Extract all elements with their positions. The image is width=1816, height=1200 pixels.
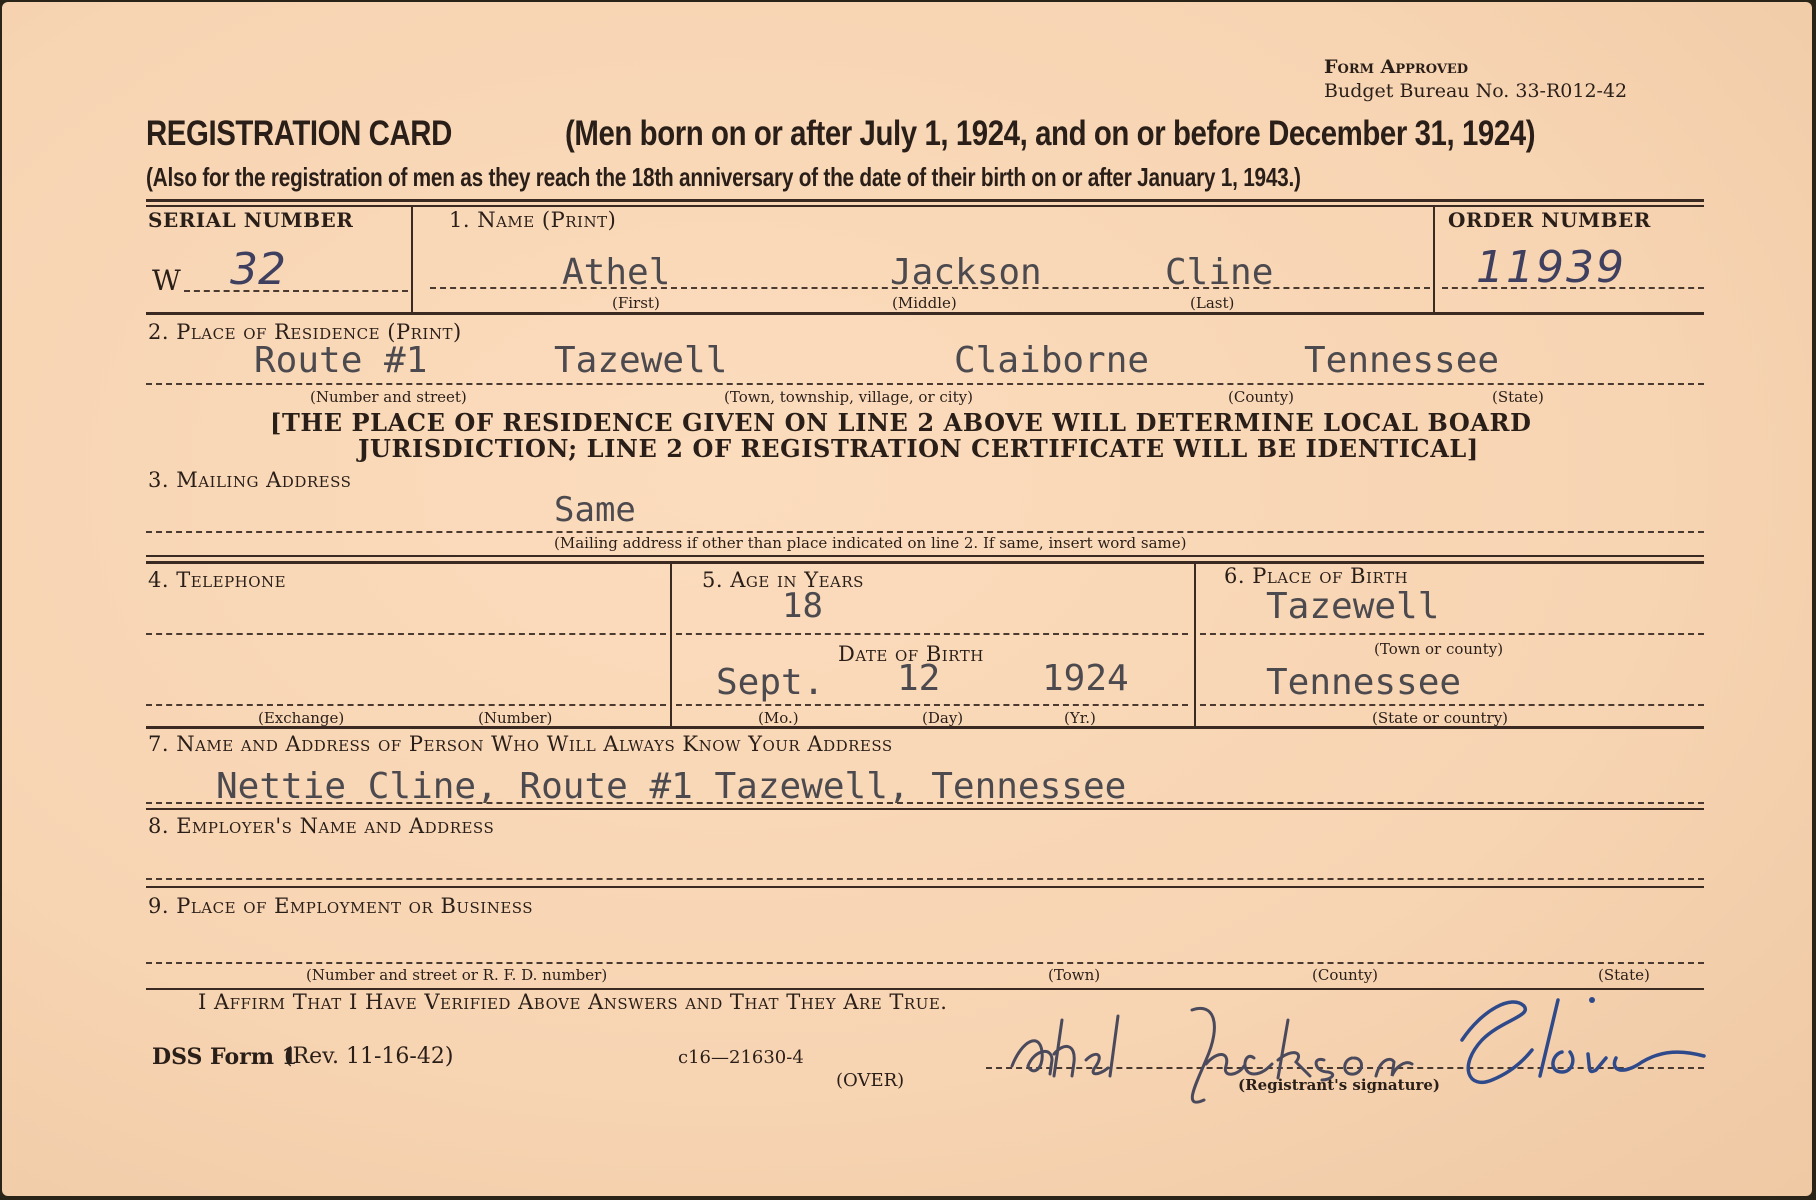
dotted-line — [146, 962, 1704, 964]
budget-bureau-number: Budget Bureau No. 33-R012-42 — [1324, 80, 1628, 102]
first-name: Athel — [562, 252, 671, 293]
town-caption: (Town, township, village, or city) — [724, 388, 973, 406]
serial-prefix: W — [152, 264, 181, 297]
birth-year: 1924 — [1042, 658, 1129, 699]
divider — [411, 207, 413, 312]
employment-street-caption: (Number and street or R. F. D. number) — [306, 966, 608, 984]
employment-state-caption: (State) — [1598, 966, 1650, 984]
mailing-address-label: 3. Mailing Address — [148, 468, 352, 492]
contact-person-label: 7. Name and Address of Person Who Will Always Know Your Address — [148, 732, 893, 756]
registrant-signature — [992, 980, 1792, 1120]
dotted-line — [146, 704, 666, 706]
birth-state-caption: (State or country) — [1372, 709, 1509, 727]
state-caption: (State) — [1492, 388, 1544, 406]
registration-card — [2, 2, 1812, 1196]
divider — [670, 563, 672, 728]
telephone-label: 4. Telephone — [148, 568, 287, 592]
birth-state: Tennessee — [1266, 662, 1462, 703]
birth-town-caption: (Town or county) — [1374, 640, 1504, 658]
residence-county: Claiborne — [954, 340, 1150, 381]
dotted-line — [184, 290, 408, 292]
birth-town: Tazewell — [1266, 586, 1440, 627]
age-value: 18 — [782, 586, 823, 626]
card-title: REGISTRATION CARD — [146, 114, 452, 153]
dotted-line — [676, 633, 1188, 635]
card-subtitle: (Also for the registration of men as they reach the 18th anniversary of the date of their birth on or after January 1, 1943.) — [146, 162, 1301, 192]
month-caption: (Mo.) — [758, 709, 799, 727]
exchange-caption: (Exchange) — [258, 709, 345, 727]
section-rule — [146, 555, 1704, 557]
section-rule — [146, 886, 1704, 888]
employment-town-caption: (Town) — [1048, 966, 1101, 984]
form-revision: (Rev. 11-16-42) — [284, 1044, 454, 1069]
age-label: 5. Age in Years — [702, 568, 864, 592]
employment-county-caption: (County) — [1312, 966, 1379, 984]
section-rule — [146, 312, 1704, 315]
birth-month: Sept. — [716, 662, 825, 703]
number-caption: (Number) — [478, 709, 553, 727]
affirmation-statement: I Affirm That I Have Verified Above Answers and That They Are True. — [198, 990, 948, 1014]
dotted-line — [676, 704, 1188, 706]
last-name: Cline — [1165, 252, 1274, 293]
dotted-line — [146, 531, 1704, 533]
birth-day: 12 — [897, 658, 941, 699]
signature-caption: (Registrant's signature) — [1238, 1076, 1441, 1094]
order-number-label: ORDER NUMBER — [1448, 208, 1651, 232]
section-rule — [146, 808, 1704, 810]
place-of-birth-label: 6. Place of Birth — [1224, 564, 1409, 588]
divider — [1194, 563, 1196, 728]
county-caption: (County) — [1228, 388, 1295, 406]
residence-label: 2. Place of Residence (Print) — [148, 320, 462, 344]
header-rule — [146, 199, 1704, 202]
last-caption: (Last) — [1190, 294, 1235, 312]
employer-label: 8. Employer's Name and Address — [148, 814, 495, 838]
name-label: 1. Name (Print) — [449, 208, 617, 232]
over-note: (OVER) — [836, 1070, 905, 1091]
form-approved: Form Approved — [1324, 56, 1469, 78]
mailing-caption: (Mailing address if other than place indicated on line 2. If same, insert word same) — [554, 534, 1187, 552]
dotted-line — [1200, 633, 1704, 635]
order-number-value: 11939 — [1476, 242, 1626, 293]
dotted-line — [146, 878, 1704, 880]
employment-place-label: 9. Place of Employment or Business — [148, 894, 534, 918]
dotted-line — [146, 383, 1704, 385]
serial-number-value: 32 — [230, 244, 286, 295]
serial-number-label: SERIAL NUMBER — [148, 208, 354, 232]
form-id: DSS Form 1 — [152, 1044, 297, 1070]
residence-street: Route #1 — [254, 340, 428, 381]
mailing-address-value: Same — [554, 490, 636, 530]
dotted-line — [430, 287, 1430, 289]
dotted-line — [146, 633, 666, 635]
jurisdiction-notice-line-1: [THE PLACE OF RESIDENCE GIVEN ON LINE 2 ABOVE WILL DETERMINE LOCAL BOARD — [270, 408, 1532, 437]
dotted-line — [146, 802, 1704, 804]
date-of-birth-label: Date of Birth — [838, 642, 984, 666]
card-title-eligibility: (Men born on or after July 1, 1924, and on or before December 31, 1924) — [565, 114, 1536, 153]
jurisdiction-notice-line-2: JURISDICTION; LINE 2 OF REGISTRATION CERTIFICATE WILL BE IDENTICAL] — [358, 434, 1479, 463]
dotted-line — [1442, 287, 1704, 289]
section-rule — [146, 561, 1704, 564]
middle-name: Jackson — [890, 252, 1042, 293]
header-rule-2 — [146, 205, 1704, 207]
first-caption: (First) — [612, 294, 660, 312]
middle-caption: (Middle) — [892, 294, 957, 312]
dotted-line — [1200, 704, 1704, 706]
section-rule — [146, 726, 1704, 729]
residence-town: Tazewell — [554, 340, 728, 381]
day-caption: (Day) — [922, 709, 964, 727]
residence-state: Tennessee — [1304, 340, 1500, 381]
contact-person-value: Nettie Cline, Route #1 Tazewell, Tennessee — [216, 766, 1127, 807]
street-caption: (Number and street) — [310, 388, 467, 406]
divider — [1433, 207, 1435, 312]
print-code: c16—21630-4 — [678, 1047, 804, 1068]
year-caption: (Yr.) — [1064, 709, 1096, 727]
